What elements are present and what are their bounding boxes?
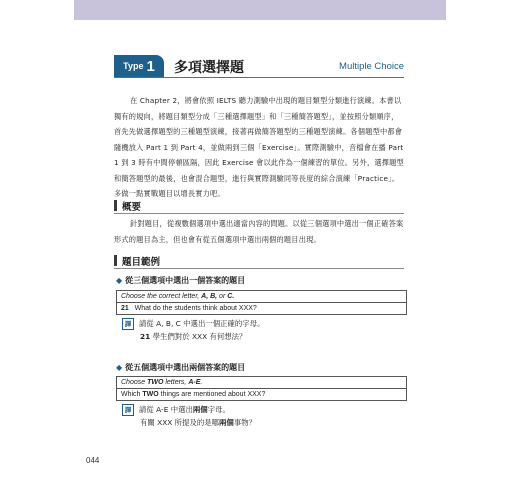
chapter-header <box>114 55 404 78</box>
example2-question <box>117 388 406 400</box>
type-word: Type <box>123 61 144 71</box>
top-color-band <box>74 0 446 20</box>
translation-line <box>122 403 256 416</box>
intro-paragraph: 在 Chapter 2，將會依照 IELTS 聽力測驗中出現的題目類型分類進行演練。本書以獨有的規向，將題目類型分成「三種選擇題型」和「三種簡答題型」，並按照分類順序，首先先做選擇題型的三種題型演練，接著再做簡答題型的三種題型演練。各個題型中都會隨機放入 Part 1 到 Part 4，並做兩到三個「Exercise」。實際測驗中，音檔會在播 Part 1 到 3 時有中間停頓區隔，因此 Exercise 會以此作為一個練習的單位。另外，選擇題型和簡答題型的最後，也會混合題型，進行與實際測驗同等長度的綜合演練「Practice」。多做一點實戰題目以增長實力吧。 <box>114 96 404 198</box>
translation-line <box>122 416 256 429</box>
section-examples <box>114 254 404 269</box>
diamond-icon: ◆ <box>116 276 123 285</box>
example1-question-box <box>116 290 407 315</box>
example1-instruction <box>117 291 406 302</box>
instruction-two: TWO <box>147 379 164 386</box>
type-badge <box>114 55 164 77</box>
instruction-text: letters, <box>163 379 189 386</box>
page-number: 044 <box>86 456 100 465</box>
example1-question <box>117 302 406 314</box>
question-number: 21 <box>121 305 129 312</box>
translation-emphasis: 兩個 <box>219 418 234 427</box>
translation-text: 事物？ <box>233 418 256 427</box>
example2-translation <box>122 403 256 429</box>
instruction-range: A-E <box>188 379 201 386</box>
section-label: 概要 <box>122 202 142 213</box>
diamond-icon: ◆ <box>116 363 123 372</box>
header-underline <box>114 77 404 78</box>
example2-question-box <box>116 376 407 401</box>
translation-icon: 譯 <box>122 404 134 416</box>
question-text: things are mentioned about XXX? <box>158 391 266 398</box>
question-number: 21 <box>140 332 151 341</box>
section-overview <box>114 199 404 214</box>
instruction-text: Choose the correct letter, <box>121 293 202 300</box>
type-number: 1 <box>146 57 155 75</box>
example1-heading-text: 從三個選項中選出一個答案的題目 <box>125 276 246 285</box>
instruction-end: . <box>200 379 203 386</box>
example1-translation <box>122 317 264 343</box>
translation-text: 有關 XXX 所提及的是哪 <box>140 418 220 427</box>
question-text: What do the students think about XXX? <box>134 305 257 312</box>
question-emphasis: TWO <box>142 391 159 398</box>
instruction-letters: A, B, <box>201 293 220 300</box>
section-bar <box>114 255 117 266</box>
example2-heading-text: 從五個選項中選出兩個答案的題目 <box>125 363 246 372</box>
translation-line <box>122 330 264 343</box>
example2-instruction <box>117 377 406 388</box>
translation-text: 請從 A-E 中選出 <box>139 405 193 414</box>
translation-text: 學生們對於 XXX 有何想法？ <box>152 332 247 341</box>
instruction-or: or <box>219 293 228 300</box>
instruction-text: Choose <box>121 379 148 386</box>
example2-heading <box>116 362 245 373</box>
overview-paragraph: 針對題目，從複數個選項中選出適當內容的問題。以從三個選項中選出一個正確答案形式的題目為主，但也會有從五個選項中選出兩個的題目出現。 <box>114 219 404 244</box>
page-title: 多項選擇題 <box>174 60 244 76</box>
translation-text: 請從 A, B, C 中選出一個正確的字母。 <box>139 319 265 328</box>
translation-emphasis: 兩個 <box>192 405 208 414</box>
translation-text: 字母。 <box>207 405 230 414</box>
example1-heading <box>116 275 245 286</box>
translation-line <box>122 317 264 330</box>
question-text: Which <box>121 391 143 398</box>
english-title: Multiple Choice <box>339 61 404 72</box>
section-label: 題目範例 <box>122 257 161 268</box>
instruction-letter-c: C. <box>227 293 235 300</box>
translation-icon: 譯 <box>122 318 134 330</box>
section-bar <box>114 200 117 211</box>
